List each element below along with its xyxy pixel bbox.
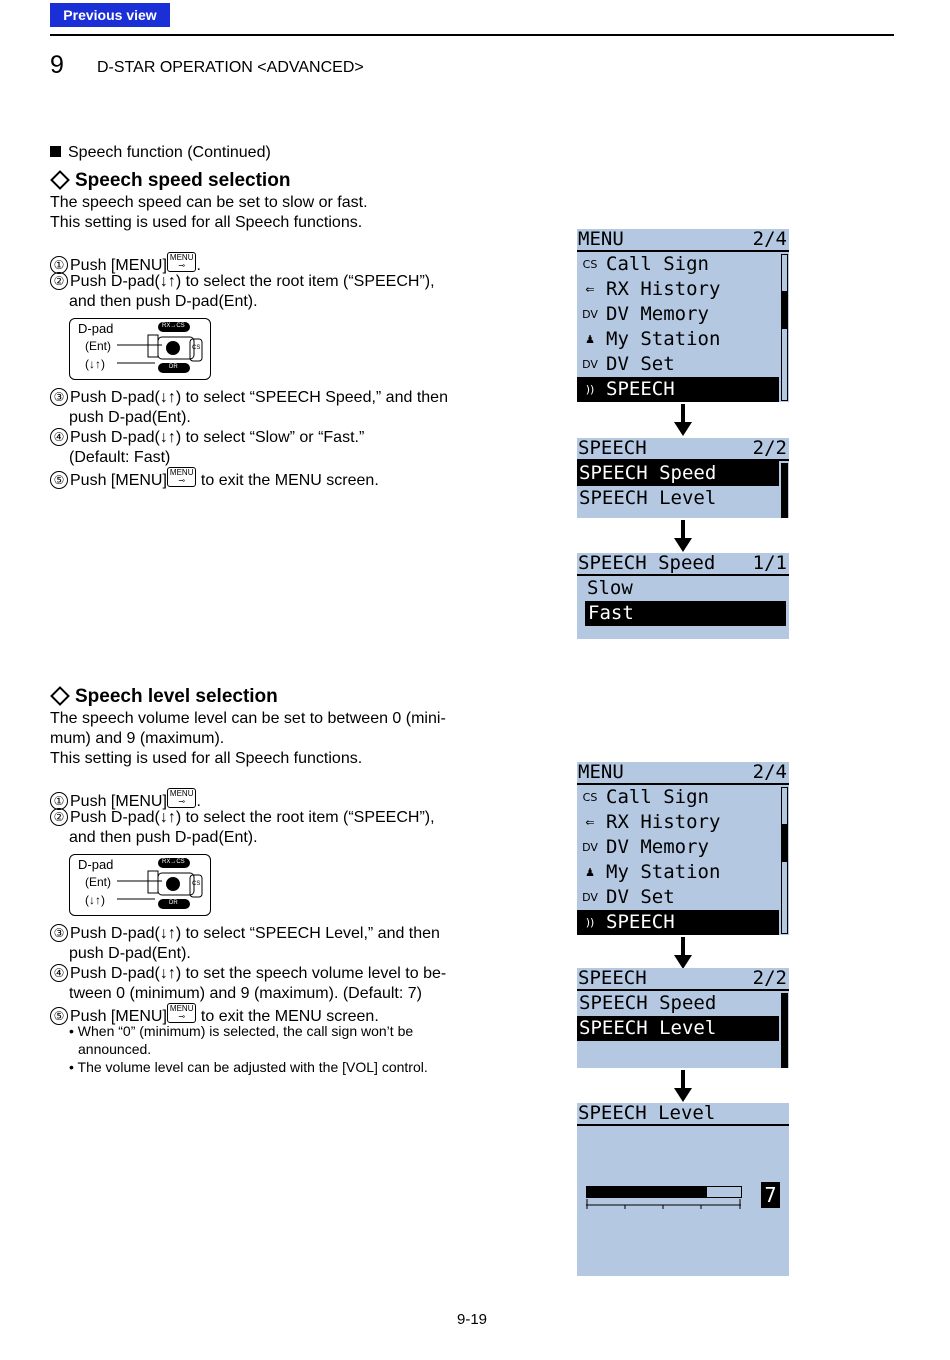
dv-set-icon: DV	[582, 358, 598, 371]
header-rule	[50, 34, 894, 36]
level-bar[interactable]	[586, 1186, 742, 1198]
rx-history-icon: ⇐	[585, 816, 595, 829]
lcd-title-bar: MENU 2/4	[578, 761, 787, 783]
lcd-title-bar: SPEECH 2/2	[578, 437, 787, 459]
lcd-scrollbar	[781, 993, 788, 1068]
level-note-1-cont: announced.	[78, 1041, 152, 1057]
speed-step-3-cont: push D-pad(Ent).	[69, 409, 191, 426]
dpad-diagram	[69, 854, 211, 916]
level-ticks	[586, 1199, 746, 1211]
level-value: 7	[761, 1182, 780, 1208]
menu-item-speech-level[interactable]: SPEECH Level	[577, 1016, 779, 1041]
square-bullet-icon	[50, 146, 61, 157]
dpad-ent-label: (Ent)	[85, 339, 112, 353]
menu-item-speech-level[interactable]: SPEECH Level	[579, 487, 717, 509]
rx-history-icon: ⇐	[585, 283, 595, 296]
menu-item-speech-speed[interactable]: SPEECH Speed	[579, 992, 717, 1014]
level-step-3: ③ Push D-pad(↓↑) to select “SPEECH Level,” and then	[50, 924, 440, 944]
section-label: Speech function (Continued)	[50, 143, 271, 163]
diamond-icon	[50, 170, 70, 190]
menu-item-call-sign[interactable]: CS Call Sign	[577, 252, 779, 277]
option-fast[interactable]: Fast	[585, 601, 786, 626]
level-step-4: ④ Push D-pad(↓↑) to set the speech volume level to be-	[50, 964, 446, 984]
option-slow[interactable]: Slow	[587, 577, 633, 599]
speed-step-5: ⑤ Push [MENU] MENU ⊸ to exit the MENU screen.	[50, 467, 379, 491]
speed-step-4-cont: (Default: Fast)	[69, 449, 171, 466]
level-step-4-cont: tween 0 (minimum) and 9 (maximum). (Default: 7)	[69, 985, 422, 1002]
speed-step-2-cont: and then push D-pad(Ent).	[69, 293, 258, 310]
page-number: 9-19	[457, 1311, 488, 1328]
chapter-number: 9	[50, 51, 64, 79]
cs-button-label: CS	[192, 345, 201, 351]
dpad-updown-label: (↓↑)	[85, 893, 105, 907]
menu-key-icon: MENU ⊸	[167, 788, 197, 808]
lcd-title-bar: SPEECH Level	[577, 1103, 789, 1126]
menu-item-speech[interactable]: )) SPEECH	[577, 910, 779, 935]
level-step-1: ① Push [MENU] MENU ⊸ .	[50, 788, 201, 812]
level-heading: Speech level selection	[50, 685, 278, 709]
dr-button-label: DR	[169, 364, 178, 370]
lcd-speech-screen	[577, 438, 789, 518]
previous-view-button[interactable]: Previous view	[50, 3, 170, 27]
level-step-3-cont: push D-pad(Ent).	[69, 945, 191, 962]
speed-step-1: ① Push [MENU] MENU ⊸ .	[50, 252, 201, 276]
dv-memory-icon: DV	[582, 308, 598, 321]
menu-item-my-station[interactable]: ♟ My Station	[577, 860, 779, 885]
rx-cs-button-label: RX→CS	[162, 859, 185, 865]
dpad-label: D-pad	[78, 857, 114, 872]
chapter-title: D-STAR OPERATION <ADVANCED>	[97, 59, 364, 76]
menu-item-speech-speed[interactable]: SPEECH Speed	[577, 461, 779, 486]
menu-item-dv-set[interactable]: DV DV Set	[577, 352, 779, 377]
menu-item-my-station[interactable]: ♟ My Station	[577, 327, 779, 352]
lcd-menu-screen	[577, 229, 789, 402]
dpad-icon	[70, 319, 210, 379]
menu-key-icon: MENU ⊸	[167, 1003, 197, 1023]
menu-item-call-sign[interactable]: CS Call Sign	[577, 785, 779, 810]
lcd-title-bar: MENU 2/4	[578, 228, 787, 250]
rx-cs-button-label: RX→CS	[162, 323, 185, 329]
menu-key-icon: MENU ⊸	[167, 467, 197, 487]
menu-item-dv-memory[interactable]: DV DV Memory	[577, 835, 779, 860]
lcd-speech-screen	[577, 968, 789, 1068]
lcd-title-bar: SPEECH Speed 1/1	[578, 552, 787, 574]
lcd-level-screen	[577, 1103, 789, 1276]
menu-item-speech[interactable]: )) SPEECH	[577, 377, 779, 402]
menu-item-dv-set[interactable]: DV DV Set	[577, 885, 779, 910]
speed-step-2: ② Push D-pad(↓↑) to select the root item (“SPEECH”),	[50, 272, 435, 292]
lcd-speed-screen	[577, 553, 789, 639]
dpad-label: D-pad	[78, 321, 114, 336]
dpad-icon	[70, 855, 210, 915]
lcd-scrollbar	[781, 787, 788, 934]
lcd-scrollbar	[781, 463, 788, 518]
speed-step-3: ③ Push D-pad(↓↑) to select “SPEECH Speed,” and then	[50, 388, 448, 408]
dpad-ent-label: (Ent)	[85, 875, 112, 889]
lcd-scrollbar	[781, 254, 788, 401]
speech-icon: ))	[585, 916, 595, 929]
speed-step-4: ④ Push D-pad(↓↑) to select “Slow” or “Fast.”	[50, 428, 364, 448]
dv-memory-icon: DV	[582, 841, 598, 854]
my-station-icon: ♟	[585, 333, 595, 346]
menu-key-icon: MENU ⊸	[167, 252, 197, 272]
level-intro-2: mum) and 9 (maximum).	[50, 730, 225, 747]
level-note-1: • When “0” (minimum) is selected, the call sign won’t be	[69, 1023, 414, 1039]
menu-item-rx-history[interactable]: ⇐ RX History	[577, 277, 779, 302]
level-step-2-cont: and then push D-pad(Ent).	[69, 829, 258, 846]
callsign-icon: CS	[582, 258, 598, 271]
diamond-icon	[50, 686, 70, 706]
dpad-diagram	[69, 318, 211, 380]
speed-intro-2: This setting is used for all Speech functions.	[50, 214, 363, 231]
dr-button-label: DR	[169, 900, 178, 906]
lcd-menu-screen	[577, 762, 789, 935]
level-intro-1: The speech volume level can be set to between 0 (mini-	[50, 710, 446, 727]
level-bar-fill	[587, 1187, 707, 1197]
level-intro-3: This setting is used for all Speech functions.	[50, 750, 363, 767]
speed-intro-1: The speech speed can be set to slow or fast.	[50, 194, 368, 211]
lcd-title-bar: SPEECH 2/2	[578, 967, 787, 989]
callsign-icon: CS	[582, 791, 598, 804]
speech-icon: ))	[585, 383, 595, 396]
cs-button-label: CS	[192, 881, 201, 887]
speed-heading: Speech speed selection	[50, 169, 290, 193]
menu-item-rx-history[interactable]: ⇐ RX History	[577, 810, 779, 835]
level-step-2: ② Push D-pad(↓↑) to select the root item (“SPEECH”),	[50, 808, 435, 828]
dv-set-icon: DV	[582, 891, 598, 904]
menu-item-dv-memory[interactable]: DV DV Memory	[577, 302, 779, 327]
level-step-5: ⑤ Push [MENU] MENU ⊸ to exit the MENU screen.	[50, 1003, 379, 1027]
my-station-icon: ♟	[585, 866, 595, 879]
level-note-2: • The volume level can be adjusted with the [VOL] control.	[69, 1059, 428, 1075]
dpad-updown-label: (↓↑)	[85, 357, 105, 371]
